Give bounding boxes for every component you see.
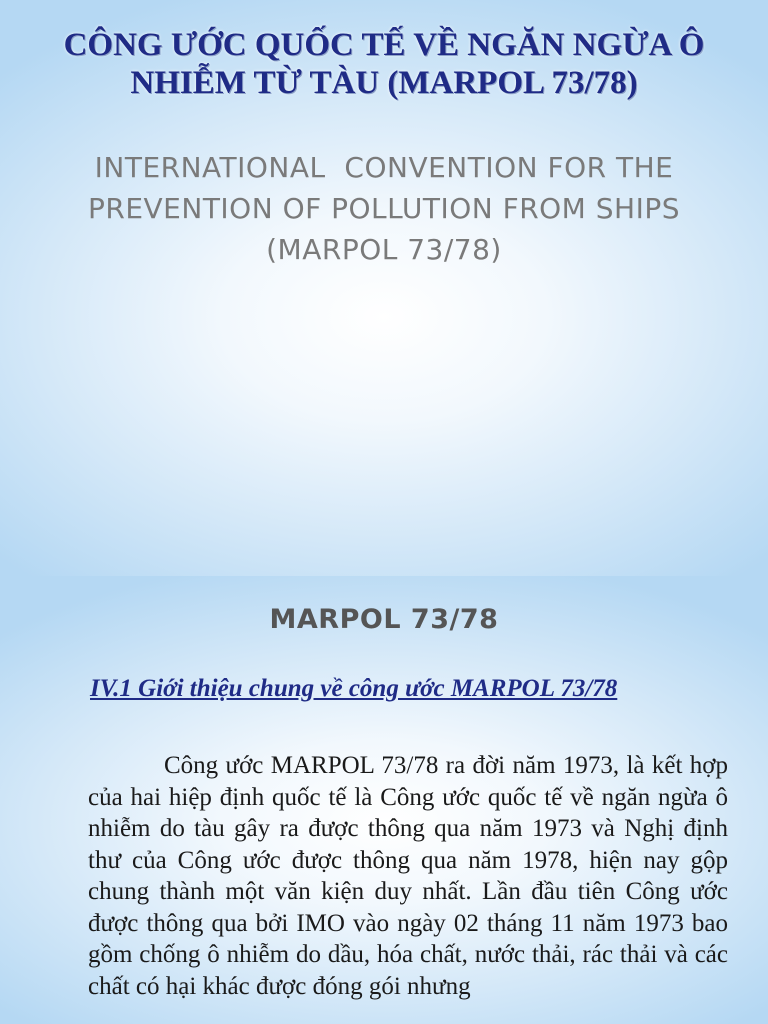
slide-1-english-title [0,147,768,270]
english-title-line-3: (MARPOL 73/78) [266,233,502,266]
slide-2-title: MARPOL 73/78 [269,604,499,635]
english-title-line-2: PREVENTION OF POLLUTION FROM SHIPS [88,192,680,225]
section-heading: IV.1 Giới thiệu chung về công ước MARPOL 73/78 [90,675,618,702]
slide-2 [0,576,768,1024]
body-paragraph: Công ước MARPOL 73/78 ra đời năm 1973, là kết hợp của hai hiệp định quốc tế là Công ước quốc tế về ngăn ngừa ô nhiễm do tàu gây ra được thông qua năm 1973 và Nghị định thư của Công ước được thông qua năm 1978, hiện nay gộp chung thành một văn kiện duy nhất. Lần đầu tiên Công ước được thông qua bởi IMO vào ngày 02 tháng 11 năm 1973 bao gồm chống ô nhiễm do dầu, hóa chất, nước thải, rác thải và các chất có hại khác được đóng gói nhưng [88,752,728,1000]
slide-1-vietnamese-title [0,26,768,102]
vietnamese-title-line-1: CÔNG ƯỚC QUỐC TẾ VỀ NGĂN NGỪA Ô [63,27,705,63]
english-title-line-1: INTERNATIONAL CONVENTION FOR THE [94,151,674,184]
vietnamese-title-line-2: NHIỄM TỪ TÀU (MARPOL 73/78) [130,65,638,101]
